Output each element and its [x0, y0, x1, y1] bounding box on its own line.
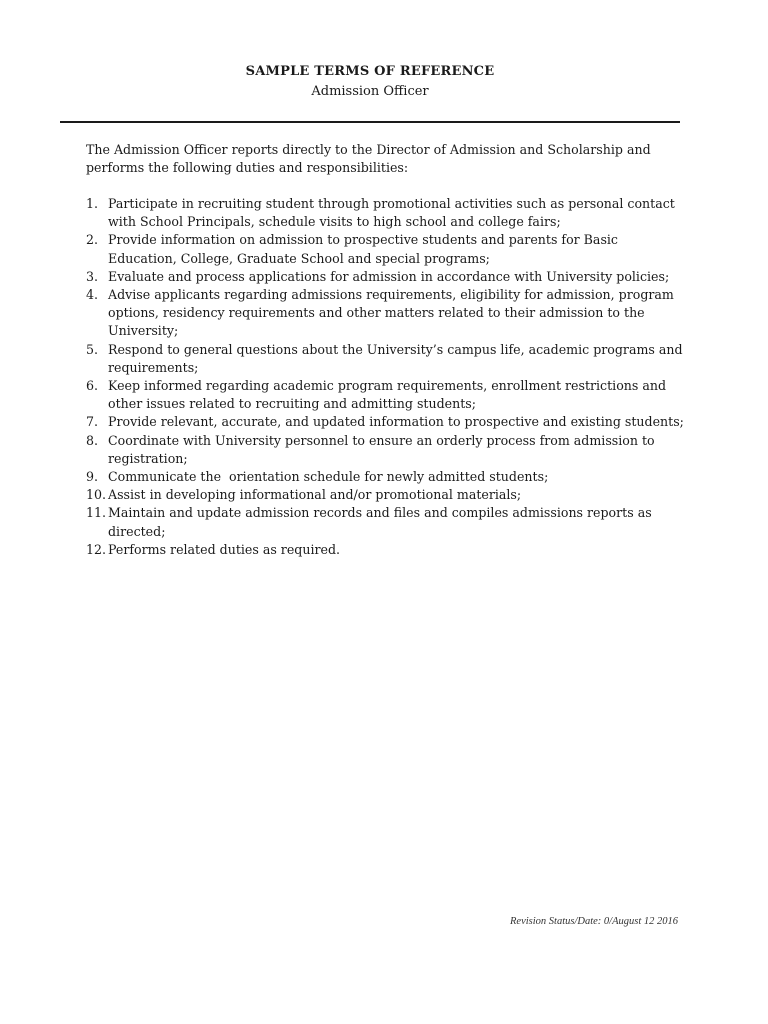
duty-text: Evaluate and process applications for admission in accordance with University policies;	[108, 268, 670, 284]
duty-number: 1.	[86, 196, 99, 211]
duty-number: 5.	[86, 341, 99, 357]
list-item	[86, 195, 686, 231]
duty-number: 2.	[86, 232, 99, 248]
duty-text: Advise applicants regarding admissions requirements, eligibility for admission, program options, residency requirements and other matters related to their admission to the University;	[108, 287, 674, 339]
list-item	[86, 432, 686, 468]
duty-number: 6.	[86, 378, 99, 394]
duty-text: Performs related duties as required.	[108, 541, 341, 557]
list-item	[86, 413, 686, 431]
duty-number: 4.	[86, 287, 99, 303]
list-item	[86, 541, 686, 559]
duty-number: 11.	[86, 505, 107, 521]
duty-number: 9.	[86, 469, 99, 485]
duty-number: 8.	[86, 432, 99, 448]
list-item	[86, 286, 686, 341]
list-item	[86, 231, 686, 267]
list-item	[86, 468, 686, 486]
duties-list	[86, 195, 686, 559]
duty-text: Keep informed regarding academic program requirements, enrollment restrictions and other issues related to recruiting and admitting students;	[108, 378, 667, 412]
duty-text: Assist in developing informational and/or promotional materials;	[108, 487, 522, 503]
duty-text: Provide information on admission to prospective students and parents for Basic Education, College, Graduate School and special programs;	[108, 232, 618, 266]
horizontal-divider	[60, 121, 680, 123]
intro-paragraph: The Admission Officer reports directly to the Director of Admission and Scholarship and performs the following duties and responsibilities:	[86, 142, 651, 176]
duty-number: 12.	[86, 541, 107, 557]
list-item	[86, 504, 686, 540]
duty-number: 7.	[86, 414, 99, 430]
duty-number: 10.	[86, 487, 107, 503]
duty-text: Provide relevant, accurate, and updated information to prospective and existing students;	[108, 414, 684, 430]
duty-text: Maintain and update admission records and files and compiles admissions reports as directed;	[108, 505, 652, 539]
duty-text: Participate in recruiting student through promotional activities such as personal contact with School Principals, schedule visits to high school and college fairs;	[108, 196, 675, 230]
revision-status: Revision Status/Date: 0/August 12 2016	[510, 916, 678, 927]
duty-text: Respond to general questions about the University’s campus life, academic programs and requirements;	[108, 341, 683, 375]
list-item	[86, 268, 686, 286]
list-item	[86, 486, 686, 504]
duty-number: 3.	[86, 268, 99, 284]
list-item	[86, 341, 686, 377]
list-item	[86, 377, 686, 413]
duty-text: Communicate the orientation schedule for newly admitted students;	[108, 469, 549, 485]
duty-text: Coordinate with University personnel to ensure an orderly process from admission to registration;	[108, 432, 655, 466]
document-title: SAMPLE TERMS OF REFERENCE	[245, 64, 495, 79]
document-subtitle: Admission Officer	[311, 84, 429, 99]
